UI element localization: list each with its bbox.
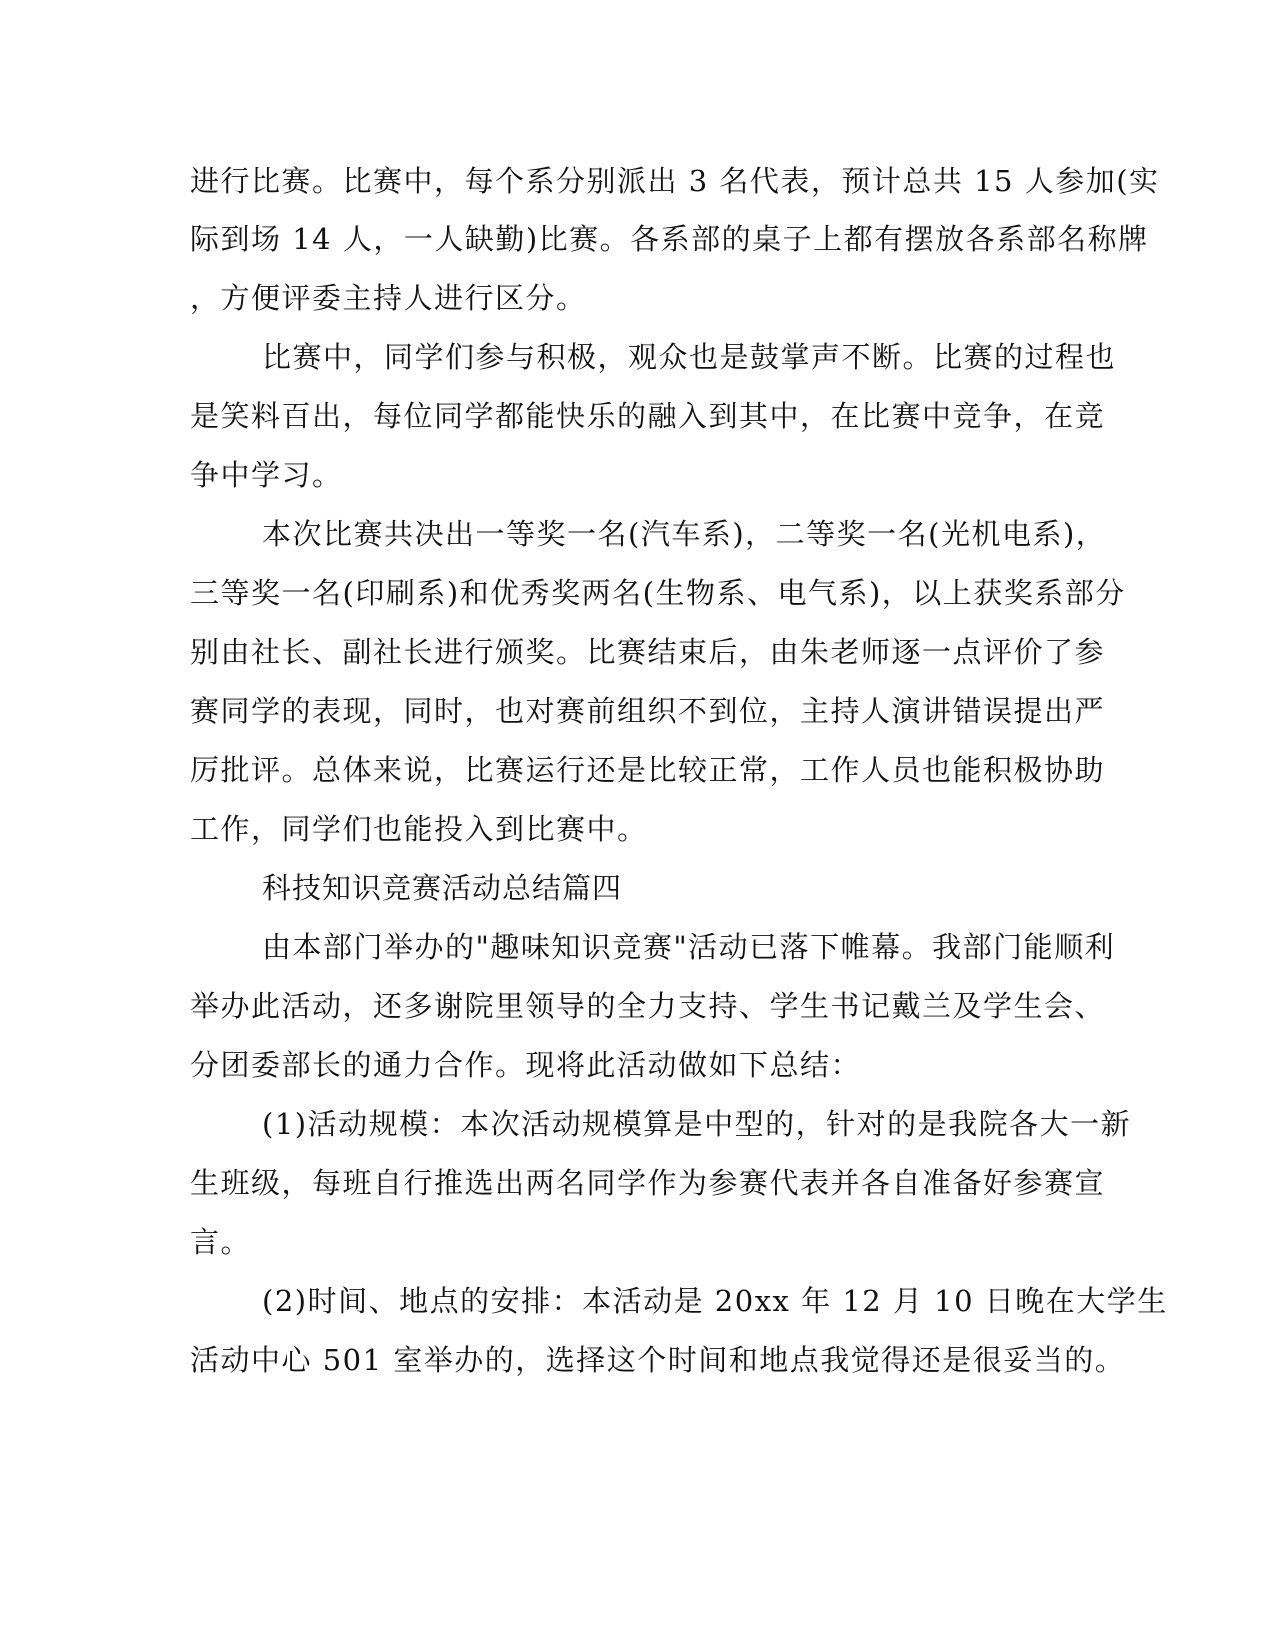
text-line: 进行比赛。比赛中，每个系分别派出 3 名代表，预计总共 15 人参加(实: [190, 164, 1160, 198]
text-line: 际到场 14 人，一人缺勤)比赛。各系部的桌子上都有摆放各系部名称牌: [190, 222, 1149, 256]
text-line: 工作，同学们也能投入到比赛中。: [190, 812, 648, 846]
text-line: 言。: [190, 1225, 252, 1259]
text-line: 由本部门举办的"趣味知识竞赛"活动已落下帷幕。我部门能顺利: [262, 930, 1116, 964]
text-line: 争中学习。: [190, 458, 343, 492]
text-line: 本次比赛共决出一等奖一名(汽车系)，二等奖一名(光机电系)，: [262, 517, 1107, 551]
text-line: 活动中心 501 室举办的，选择这个时间和地点我觉得还是很妥当的。: [190, 1343, 1126, 1377]
text-line: ，方便评委主持人进行区分。: [190, 281, 587, 315]
text-line: (1)活动规模：本次活动规模算是中型的，针对的是我院各大一新: [262, 1107, 1132, 1141]
text-line: 举办此活动，还多谢院里领导的全力支持、学生书记戴兰及学生会、: [190, 989, 1106, 1023]
text-line: 分团委部长的通力合作。现将此活动做如下总结：: [190, 1048, 862, 1082]
text-line: (2)时间、地点的安排：本活动是 20xx 年 12 月 10 日晚在大学生: [262, 1284, 1168, 1318]
text-line: 是笑料百出，每位同学都能快乐的融入到其中，在比赛中竞争，在竞: [190, 399, 1106, 433]
text-line: 生班级，每班自行推选出两名同学作为参赛代表并各自准备好参赛宣: [190, 1166, 1106, 1200]
text-line: 赛同学的表现，同时，也对赛前组织不到位，主持人演讲错误提出严: [190, 694, 1106, 728]
text-line: 别由社长、副社长进行颁奖。比赛结束后，由朱老师逐一点评价了参: [190, 635, 1106, 669]
text-line: 三等奖一名(印刷系)和优秀奖两名(生物系、电气系)，以上获奖系部分: [190, 576, 1126, 610]
text-line: 比赛中，同学们参与积极，观众也是鼓掌声不断。比赛的过程也: [262, 340, 1117, 374]
text-line: 厉批评。总体来说，比赛运行还是比较正常，工作人员也能积极协助: [190, 753, 1106, 787]
section-heading: 科技知识竞赛活动总结篇四: [262, 871, 623, 905]
